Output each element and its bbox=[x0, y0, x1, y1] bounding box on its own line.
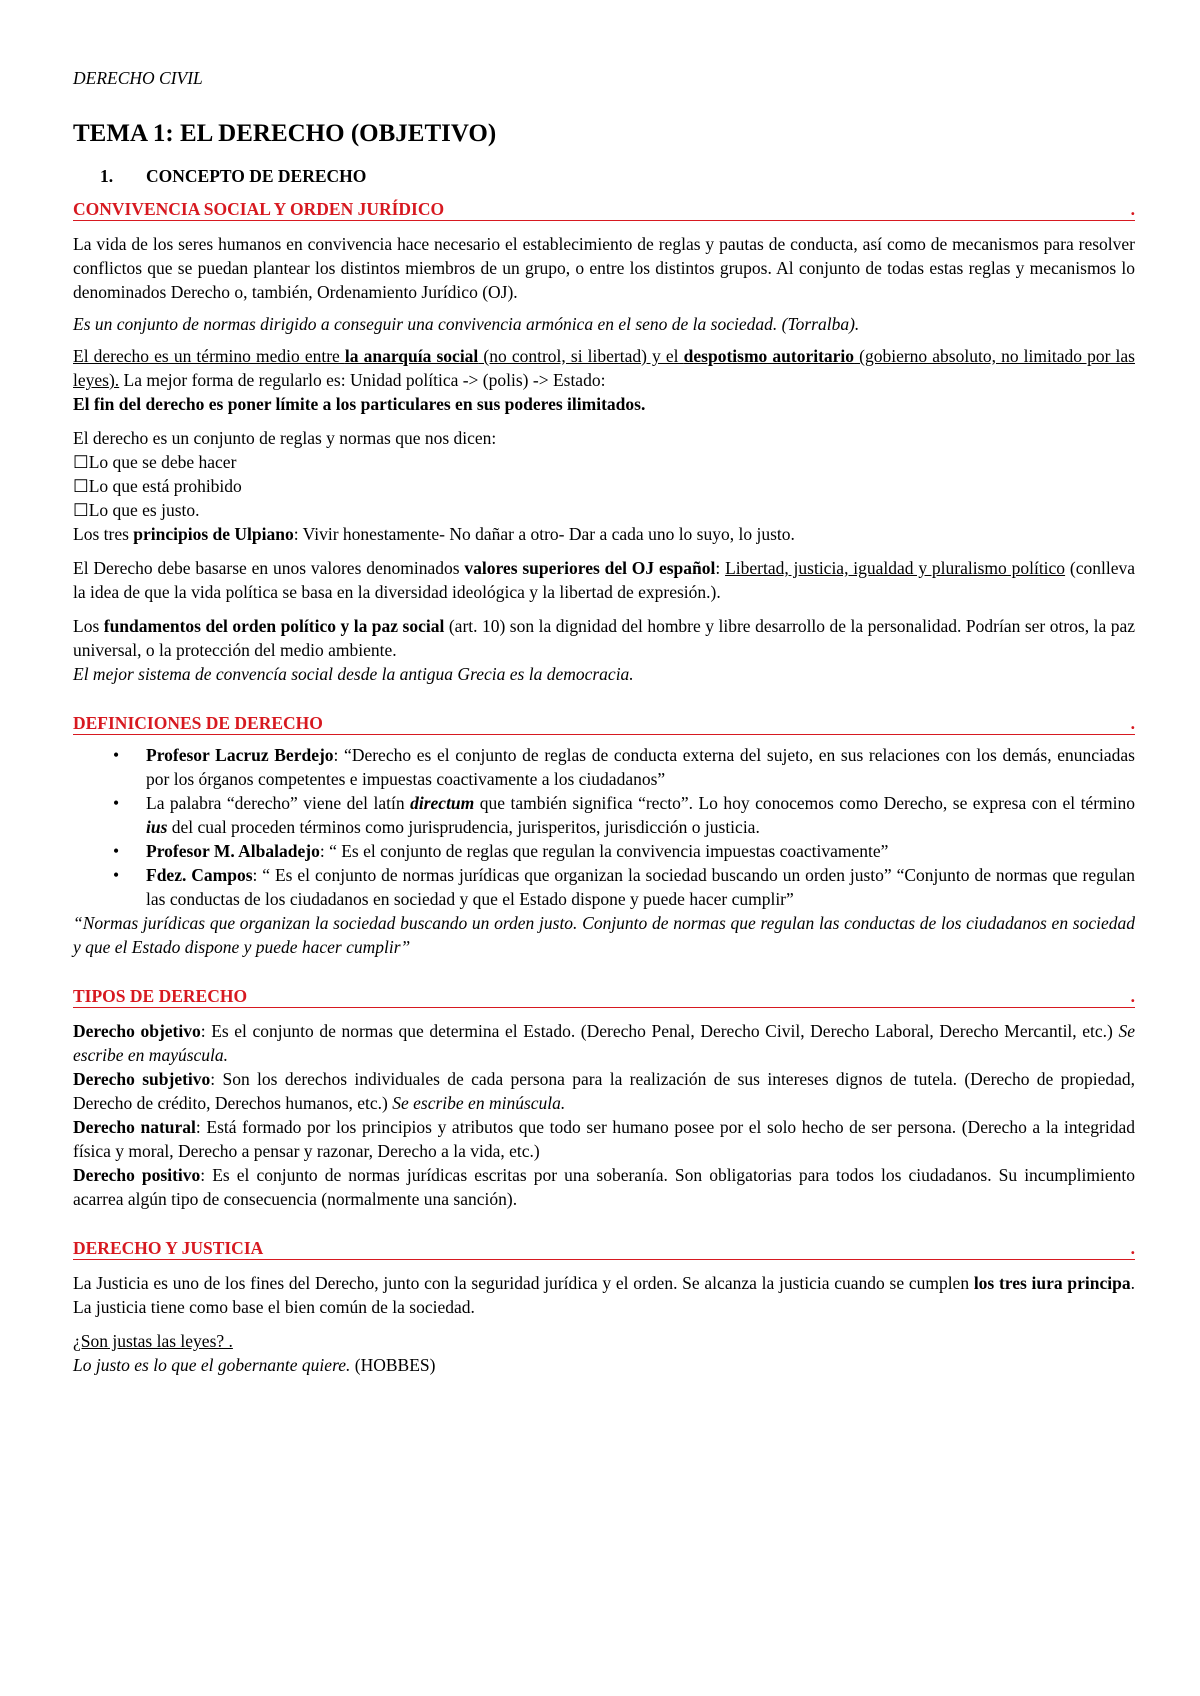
type-name: Derecho natural bbox=[73, 1117, 196, 1137]
text-run: que también significa “recto”. Lo hoy conocemos como Derecho, se expresa con el término bbox=[474, 793, 1136, 813]
heading-tipos bbox=[73, 985, 1135, 1008]
type-text: : Es el conjunto de normas que determina el Estado. (Derecho Penal, Derecho Civil, Derecho Laboral, Derecho Mercantil, etc.) bbox=[200, 1021, 1119, 1041]
list-item bbox=[73, 791, 1135, 839]
text-run: (no control, si libertad) y el bbox=[478, 346, 684, 366]
paragraph-valores bbox=[73, 556, 1135, 604]
page-title: TEMA 1: EL DERECHO (OBJETIVO) bbox=[73, 120, 497, 147]
section-concept-heading bbox=[73, 164, 1135, 188]
type-objetivo bbox=[73, 1019, 1135, 1067]
text-despotismo: despotismo autoritario bbox=[683, 346, 855, 366]
definition-text: : “ Es el conjunto de normas jurídicas que organizan la sociedad buscando un orden justo” “Conjunto de normas que regulan las conductas de los ciudadanos en sociedad y que el Estado dispone y puede hacer cumplir” bbox=[146, 865, 1135, 909]
text-hobbes-author: (HOBBES) bbox=[350, 1355, 436, 1375]
checkbox-icon: ☐ bbox=[73, 500, 89, 520]
quote-torralba: Es un conjunto de normas dirigido a conseguir una convivencia armónica en el seno de la sociedad. (Torralba). bbox=[73, 314, 860, 334]
heading-tipos-text: TIPOS DE DERECHO bbox=[73, 986, 248, 1006]
list-item bbox=[73, 474, 1135, 498]
checkbox-icon: ☐ bbox=[73, 452, 89, 472]
text-run: del cual proceden términos como jurisprudencia, jurisperitos, jurisdicción o justicia. bbox=[167, 817, 760, 837]
text-run: : Vivir honestamente- No dañar a otro- Dar a cada uno lo suyo, lo justo. bbox=[293, 524, 795, 544]
term-directum: directum bbox=[410, 793, 475, 813]
checkbox-icon: ☐ bbox=[73, 476, 89, 496]
heading-dot: . bbox=[1130, 986, 1135, 1006]
list-item bbox=[73, 498, 1135, 522]
text-valores-superiores: valores superiores del OJ español bbox=[464, 558, 716, 578]
document-page bbox=[73, 66, 1135, 1377]
type-text: : Son los derechos individuales de cada persona para la realización de sus intereses dignos de tutela. (Derecho de propiedad, Derecho de crédito, Derechos humanos, etc.) bbox=[73, 1069, 1135, 1113]
heading-definiciones-text: DEFINICIONES DE DERECHO bbox=[73, 713, 323, 733]
question-leyes: ¿Son justas las leyes? . bbox=[73, 1331, 233, 1351]
author-name: Profesor M. Albaladejo bbox=[146, 841, 320, 861]
text-run: (art. 10) son la dignidad del hombre y libre desarrollo de la personalidad. Podrían ser otros, la paz universal, o la protección del medio ambiente. bbox=[73, 616, 1136, 660]
text-run: : bbox=[715, 558, 726, 578]
text-valores-list: Libertad, justicia, igualdad y pluralismo político bbox=[725, 558, 1066, 578]
list-item bbox=[73, 743, 1135, 791]
paragraph-justicia bbox=[73, 1271, 1135, 1319]
paragraph-convivencia: La vida de los seres humanos en convivencia hace necesario el establecimiento de reglas y pautas de conducta, así como de mecanismos para resolver conflictos que se puedan plantear los distintos miembros de un grupo, o entre los distintos grupos. Al conjunto de todas estas reglas y mecanismos lo denominados Derecho o, también, Ordenamiento Jurídico (OJ). bbox=[73, 234, 1135, 302]
text-run: La Justicia es uno de los fines del Derecho, junto con la seguridad jurídica y el orden. Se alcanza la justicia cuando se cumplen bbox=[73, 1273, 974, 1293]
heading-justicia-text: DERECHO Y JUSTICIA bbox=[73, 1238, 264, 1258]
text-run: Los tres bbox=[73, 524, 134, 544]
text-hobbes-quote: Lo justo es lo que el gobernante quiere. bbox=[73, 1355, 351, 1375]
text-run: (gobierno absoluto, no limitado por las leyes). bbox=[73, 346, 1135, 390]
text-run: (conlleva la idea de que la vida política se basa en la diversidad ideológica y la libertad de expresión.). bbox=[73, 558, 1135, 602]
term-ius: ius bbox=[146, 817, 168, 837]
text-run: La palabra “derecho” viene del latín bbox=[146, 793, 411, 813]
type-name: Derecho objetivo bbox=[73, 1021, 201, 1041]
heading-convivencia bbox=[73, 198, 1135, 221]
definitions-summary: “Normas jurídicas que organizan la sociedad buscando un orden justo. Conjunto de normas que regulan las conductas de los ciudadanos en sociedad y que el Estado dispone y puede hacer cumplir” bbox=[73, 913, 1135, 957]
list-item-text: Lo que es justo. bbox=[88, 500, 200, 520]
text-fundamentos: fundamentos del orden político y la paz social bbox=[103, 616, 445, 636]
heading-dot: . bbox=[1130, 713, 1135, 733]
list-item bbox=[73, 450, 1135, 474]
bullet-icon: • bbox=[113, 745, 120, 765]
text-run: . La justicia tiene como base el bien común de la sociedad. bbox=[73, 1273, 1135, 1317]
heading-dot: . bbox=[1130, 1238, 1135, 1258]
course-header: DERECHO CIVIL bbox=[73, 68, 203, 88]
type-note: Se escribe en mayúscula. bbox=[73, 1021, 1135, 1065]
bullet-icon: • bbox=[113, 793, 120, 813]
list-item-text: Lo que se debe hacer bbox=[88, 452, 237, 472]
type-text: : Está formado por los principios y atributos que todo ser humano posee por el solo hecho de ser persona. (Derecho a la integridad física y moral, Derecho a pensar y razonar, Derecho a la vida, etc.) bbox=[73, 1117, 1135, 1161]
text-run: El derecho es un término medio entre bbox=[73, 346, 345, 366]
paragraph-fundamentos bbox=[73, 614, 1135, 686]
text-fin-derecho: El fin del derecho es poner límite a los particulares en sus poderes ilimitados. bbox=[73, 394, 646, 414]
definition-text: : “ Es el conjunto de reglas que regulan la convivencia impuestas coactivamente” bbox=[319, 841, 889, 861]
text-run: El Derecho debe basarse en unos valores denominados bbox=[73, 558, 465, 578]
type-positivo bbox=[73, 1163, 1135, 1211]
author-name: Profesor Lacruz Berdejo bbox=[146, 745, 334, 765]
author-name: Fdez. Campos bbox=[146, 865, 253, 885]
heading-convivencia-text: CONVIVENCIA SOCIAL Y ORDEN JURÍDICO bbox=[73, 199, 445, 219]
definitions-list bbox=[73, 743, 1135, 911]
list-intro: El derecho es un conjunto de reglas y normas que nos dicen: bbox=[73, 428, 497, 448]
heading-dot: . bbox=[1130, 199, 1135, 219]
heading-definiciones bbox=[73, 712, 1135, 735]
heading-justicia bbox=[73, 1237, 1135, 1260]
quote-hobbes bbox=[73, 1353, 1135, 1377]
type-text: : Es el conjunto de normas jurídicas escritas por una soberanía. Son obligatorias para todos los ciudadanos. Su incumplimiento acarrea algún tipo de consecuencia (normalmente una sanción). bbox=[73, 1165, 1136, 1209]
text-ulpiano: principios de Ulpiano bbox=[133, 524, 294, 544]
paragraph-ulpiano bbox=[73, 522, 1135, 546]
type-name: Derecho subjetivo bbox=[73, 1069, 211, 1089]
type-natural bbox=[73, 1115, 1135, 1163]
text-run: Los bbox=[73, 616, 104, 636]
text-anarquia: la anarquía social bbox=[344, 346, 479, 366]
bullet-icon: • bbox=[113, 841, 120, 861]
text-democracia: El mejor sistema de convencía social desde la antigua Grecia es la democracia. bbox=[73, 664, 634, 684]
type-subjetivo bbox=[73, 1067, 1135, 1115]
paragraph-termino-medio bbox=[73, 344, 1135, 416]
type-name: Derecho positivo bbox=[73, 1165, 201, 1185]
text-iura-principa: los tres iura principa bbox=[973, 1273, 1131, 1293]
list-item-text: Lo que está prohibido bbox=[88, 476, 242, 496]
section-number: 1. bbox=[100, 166, 114, 186]
section-concept-title: CONCEPTO DE DERECHO bbox=[146, 166, 367, 186]
definition-text: : “Derecho es el conjunto de reglas de conducta externa del sujeto, en sus relaciones con los demás, enunciadas por los órganos competentes e impuestas coactivamente a los ciudadanos” bbox=[146, 745, 1135, 789]
list-item bbox=[73, 863, 1135, 911]
bullet-icon: • bbox=[113, 865, 120, 885]
text-run: La mejor forma de regularlo es: Unidad política -> (polis) -> Estado: bbox=[119, 370, 606, 390]
list-item bbox=[73, 839, 1135, 863]
type-note: Se escribe en minúscula. bbox=[392, 1093, 566, 1113]
